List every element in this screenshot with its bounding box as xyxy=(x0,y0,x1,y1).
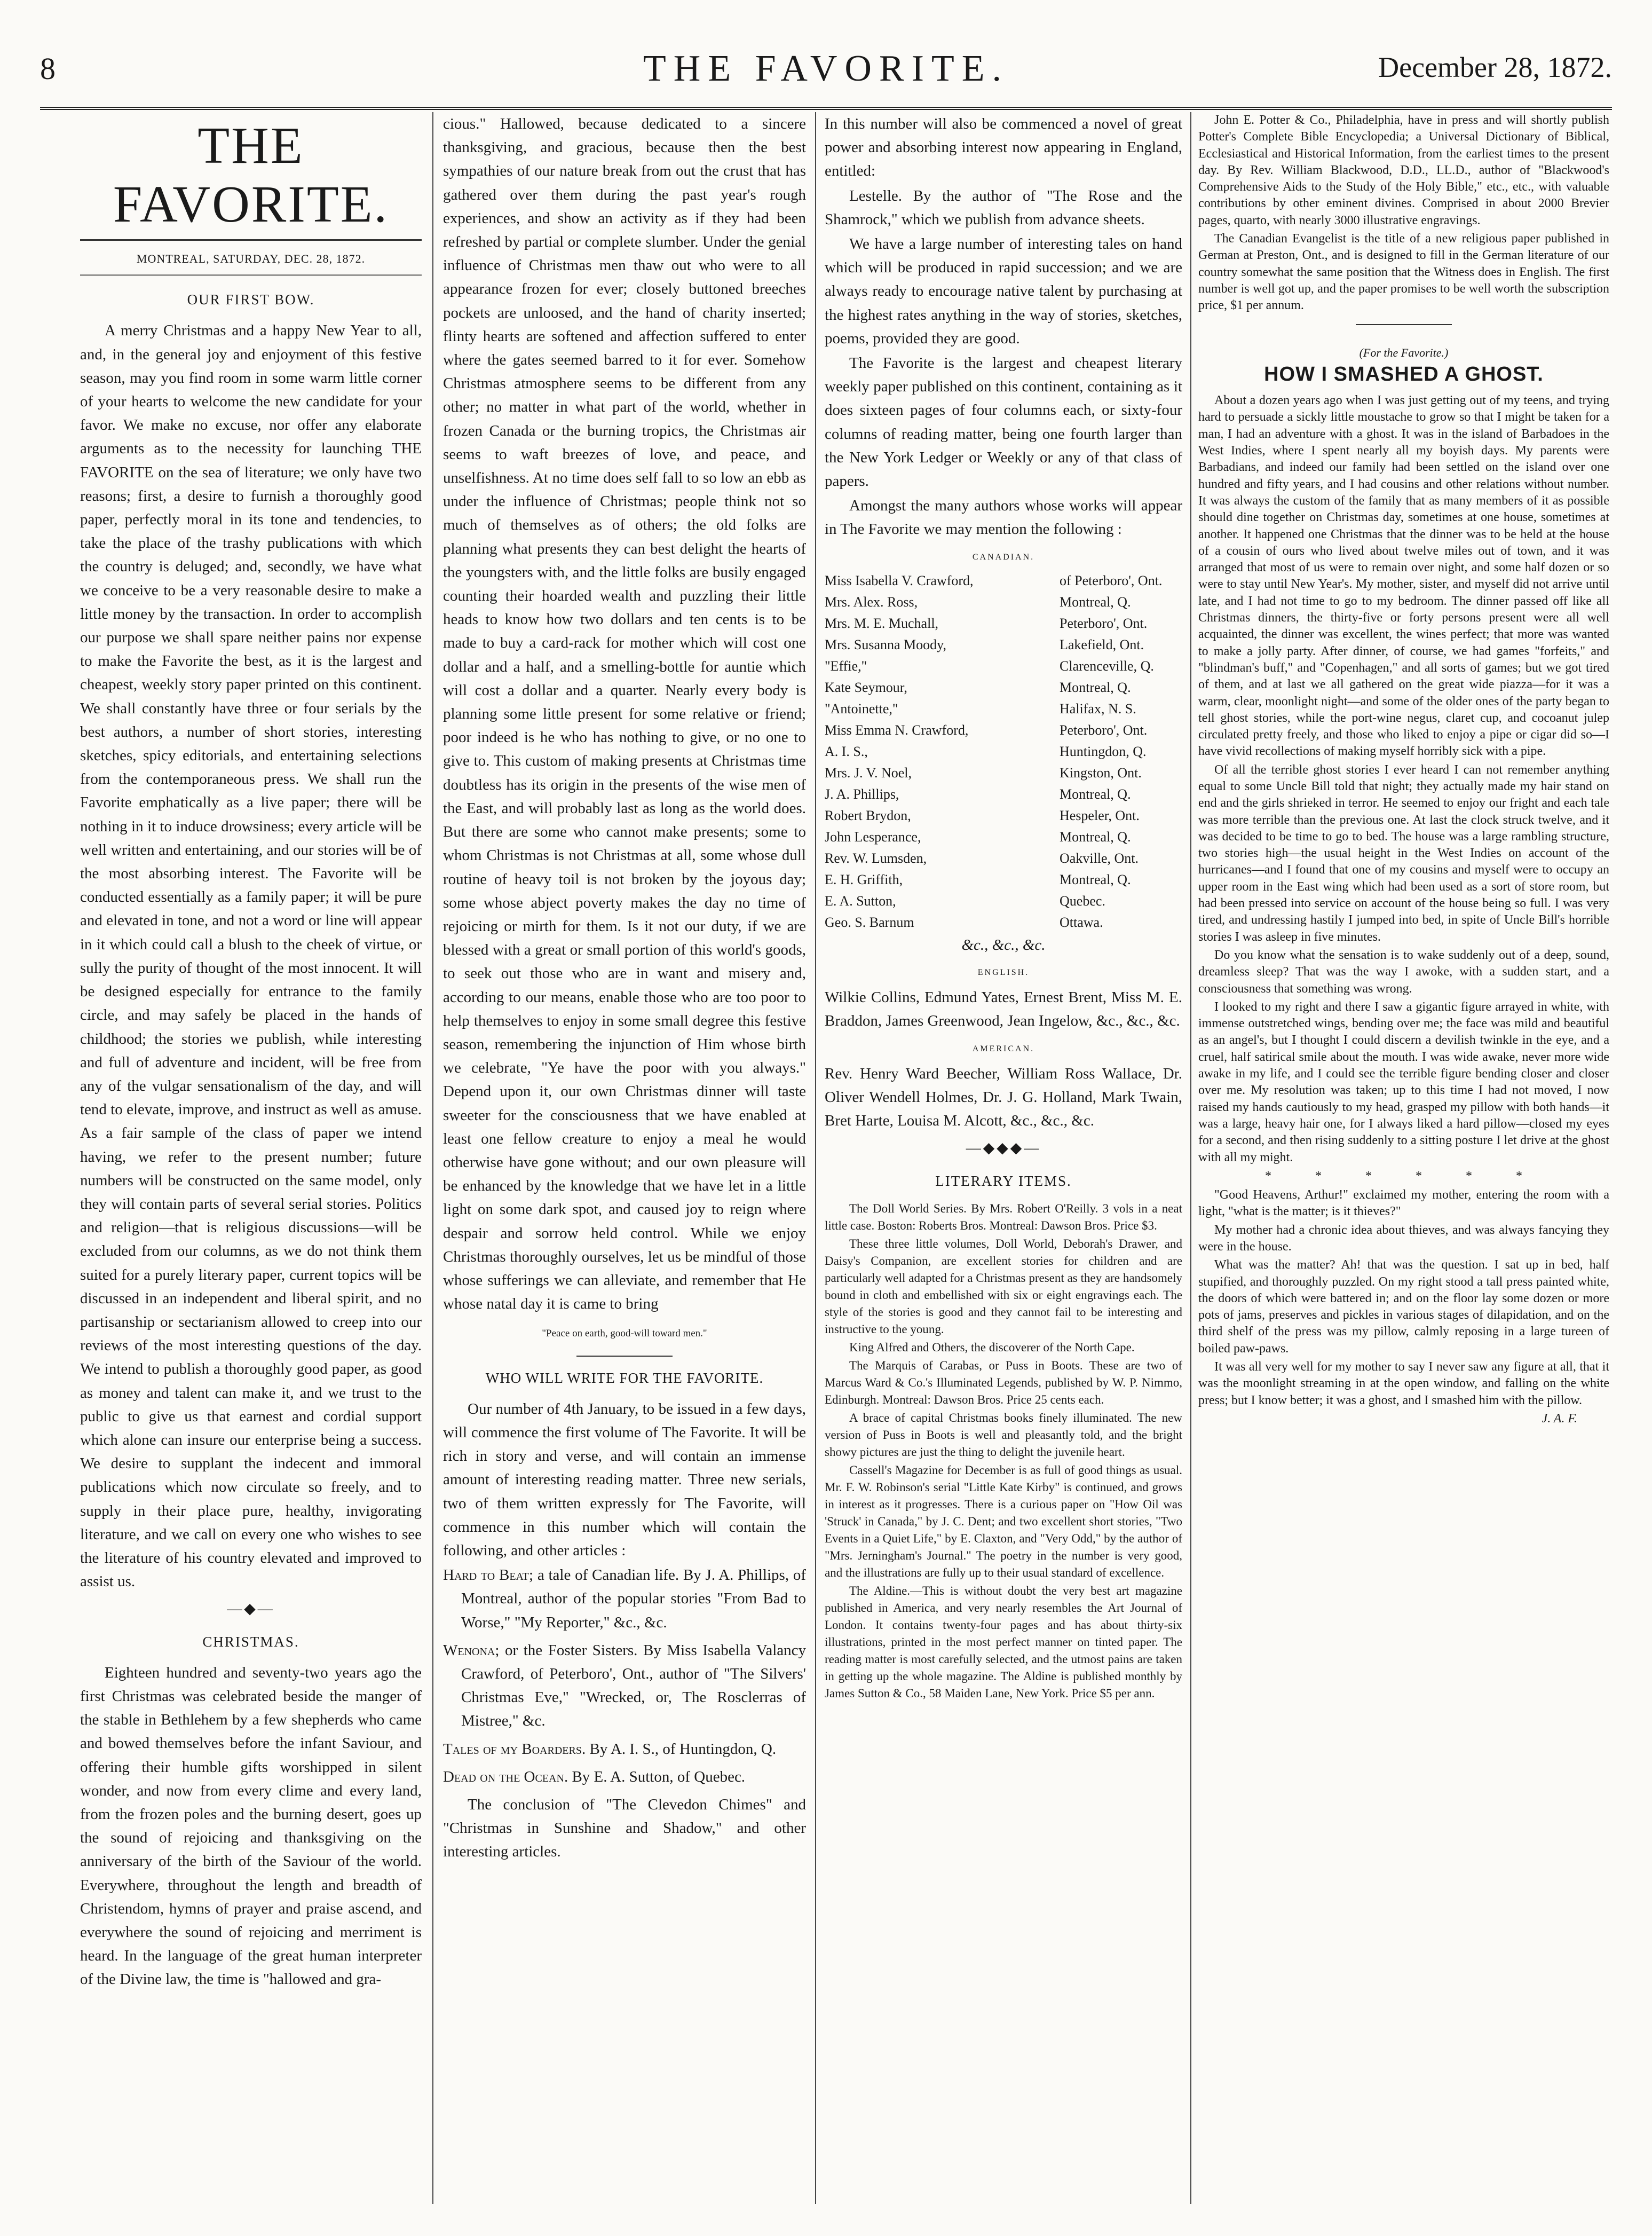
quotation: "Peace on earth, good-will toward men." xyxy=(542,1328,707,1340)
author-name: E. H. Griffith, xyxy=(825,871,903,887)
item-text: or the Foster Sisters. By Miss Isabella Valancy Crawford, of Peterboro', Ont., author of "The Silvers' Christmas Eve," "Wrecked, or, The Rosclerras of Mistree," &c. xyxy=(461,1641,806,1730)
author-row xyxy=(825,826,1182,848)
ornament-rule: —◆— xyxy=(227,1601,275,1618)
item-text: By E. A. Sutton, of Quebec. xyxy=(568,1768,746,1785)
author-row xyxy=(825,869,1182,891)
item-lead: Dead on the Ocean. xyxy=(443,1768,568,1785)
running-title: THE FAVORITE. xyxy=(643,48,1009,89)
author-name: A. I. S., xyxy=(825,743,868,759)
story-paragraph: Do you know what the sensation is to wake suddenly out of a deep, sound, dreamless sleep? That was the way I awoke, with a sudden start, and a consciousness that something was wrong. xyxy=(1198,948,1609,996)
item-lead: Tales of my Boarders. xyxy=(443,1740,586,1758)
author-row xyxy=(825,891,1182,912)
author-name: "Antoinette," xyxy=(825,700,898,717)
notice: The Canadian Evangelist is the title of a new religious paper published in German at Preston, Ont., and is designed to fill in the German literature of our country somewhat the same position that the Witness does in English. The first number is well got up, and the paper promises to be well worth the subscription price, $1 per annum. xyxy=(1198,232,1609,313)
story-paragraph: My mother had a chronic idea about thieves, and was always fancying they were in the house. xyxy=(1198,1223,1609,1254)
author-name: E. A. Sutton, xyxy=(825,893,896,909)
story-credit: (For the Favorite.) xyxy=(1359,345,1449,359)
story-paragraph: "Good Heavens, Arthur!" exclaimed my mother, entering the room with a light, "what is the matter; is it thieves?" xyxy=(1198,1188,1609,1219)
author-name: Robert Brydon, xyxy=(825,807,911,823)
author-row xyxy=(825,784,1182,805)
author-name: Mrs. Susanna Moody, xyxy=(825,636,946,652)
literary-item: King Alfred and Others, the discoverer of the North Cape. xyxy=(849,1340,1135,1354)
masthead-rule xyxy=(40,107,1612,110)
author-place: Huntingdon, Q. xyxy=(1060,743,1147,759)
paragraph: Lestelle. By the author of "The Rose and the Shamrock," which we publish from advance sheets. xyxy=(825,187,1182,228)
author-name: Miss Emma N. Crawford, xyxy=(825,722,969,738)
author-place: Montreal, Q. xyxy=(1060,679,1131,695)
paragraph: Our number of 4th January, to be issued in a few days, will commence the first volume of The Favorite. It will be rich in story and verse, and will contain an immense amount of interesting reading matter. Three new serials, two of them written expressly for The Favorite, will commence in this number which will contain the following, and other articles : xyxy=(443,1400,806,1559)
paragraph: The Favorite is the largest and cheapest literary weekly paper published on this continent, containing as it does sixteen pages of four columns each, or sixty-four columns of reading matter, being one fourth larger than the New York Ledger or Weekly or any of that class of papers. xyxy=(825,355,1182,490)
page-number: 8 xyxy=(40,51,56,86)
story-paragraph: It was all very well for my mother to say I never saw any figure at all, that it was the moonlight streaming in at the open window, and falling on the white press; but I know better; it was a ghost, and I smashed him with the pillow. xyxy=(1198,1360,1609,1407)
author-place: Montreal, Q. xyxy=(1060,786,1131,802)
paragraph: cious." Hallowed, because dedicated to a sincere thanksgiving, and gracious, because then the best sympathies of our nature break from out the crust that has gathered over them during the past year's rough experiences, and show an activity as if they had been refreshed by partial or complete slumber. Under the genial influence of Christmas men thaw out who were to all appearance frozen for ever; closely buttoned breeches pockets are unloosed, and the hand of charity inserted; flinty hearts are softened and affection suffered to enter where the gates seemed barred to it for ever. Somehow Christmas atmosphere seems to be different from any other; no matter in what part of the world, whether in frozen Canada or the burning tropics, the Christmas air seems to waft breezes of love, and peace, and unselfishness. At no time does self fall to so low an ebb as under the influence of Christmas; people think not so much of themselves as of others; the old folks are planning what presents they can best delight the hearts of the youngsters with, and the little folks are busily engaged counting their hoarded wealth and puzzling their little heads to know how two dollars and ten cents is to be made to buy a card-rack for mother which will cost one dollar and a half, and a smelling-bottle for auntie which will cost a dollar and a quarter. Nearly every body is planning some little present for some relative or friend; poor indeed is he who has nothing to give, or no one to give to. This custom of making presents at Christmas time doubtless has its origin in the presents of the wise men of the East, and will probably last as long as the world does. But there are some who cannot make presents; some to whom Christmas is not Christmas at all, some whose dull routine of heavy toil is not broken by the joyous day; some whose abject poverty makes the day no time of rejoicing or mirth for them. Is it not our duty, if we are blessed with a great or small portion of this world's goods, to seek out those who are in want and misery and, according to our means, enable those who are too poor to help themselves to enjoy in some small degree this festive season, remembering the injunction of Him whose birth we celebrate, "Ye have the poor with you always." Depend upon it, our own Christmas dinner will taste sweeter for the consciousness that we have enabled at least one fellow creature to enjoy a meal he would otherwise have gone without; and our own pleasure will be enhanced by the knowledge that we have let in a little light on some dark spot, and caused joy to reign where despair and sorrow held control. While we enjoy Christmas thoroughly ourselves, let us be mindful of those whose sufferings we can alleviate, and remember that He whose natal day it is came to bring xyxy=(443,115,806,1313)
column-2 xyxy=(443,112,806,2204)
list-item xyxy=(443,1765,806,1789)
literary-item: The Doll World Series. By Mrs. Robert O'Reilly. 3 vols in a neat little case. Boston: Roberts Bros. Montreal: Dawson Bros. Price $3. xyxy=(825,1201,1182,1232)
column-3 xyxy=(825,112,1182,2204)
author-place: Ottawa. xyxy=(1060,914,1103,930)
column-divider xyxy=(432,112,433,2204)
american-authors: Rev. Henry Ward Beecher, William Ross Wallace, Dr. Oliver Wendell Holmes, Dr. J. G. Holland, Mark Twain, Bret Harte, Louisa M. Alcott, &c., &c., &c. xyxy=(825,1065,1182,1130)
author-place: Montreal, Q. xyxy=(1060,829,1131,845)
author-row xyxy=(825,613,1182,634)
item-lead: Wenona; xyxy=(443,1641,500,1659)
column-1 xyxy=(80,112,422,2204)
author-name: Kate Seymour, xyxy=(825,679,907,695)
paragraph: In this number will also be commenced a novel of great power and absorbing interest now appearing in England, entitled: xyxy=(825,115,1182,180)
author-group-heading: CANADIAN. xyxy=(972,552,1035,562)
dateline: MONTREAL, SATURDAY, DEC. 28, 1872. xyxy=(80,247,422,276)
literary-item: The Marquis of Carabas, or Puss in Boots. These are two of Marcus Ward & Co.'s Illuminated Legends, published by W. P. Nimmo, Edinburgh. Montreal: Dawson Bros. Price 25 cents each. xyxy=(825,1358,1182,1406)
list-item xyxy=(443,1639,806,1733)
section-break-stars: * * * * * * xyxy=(1265,1169,1543,1183)
story-paragraph: Of all the terrible ghost stories I ever heard I can not remember anything equal to some Uncle Bill told that night; they actually made my hair stand on end and the girls shrieked in terror. He seemed to enjoy our fright and each tale was more terrible than the previous one. At last the clock struck twelve, and it was decided to be time to go to bed. The house was a large rambling structure, two stories high—the usual height in the West Indies on account of the hurricanes—and I found that one of my cousins and myself were to occupy an upper room in the East wing which had been used as a sort of store room, but had been pressed into service on account of the house being so full. I was very tired, and undressing hastily I jumped into bed, in spite of Uncle Bill's horrible stories I was asleep in five minutes. xyxy=(1198,762,1609,944)
author-place: Halifax, N. S. xyxy=(1060,700,1136,717)
author-place: Peterboro', Ont. xyxy=(1060,722,1148,738)
literary-item: These three little volumes, Doll World, Deborah's Drawer, and Daisy's Companion, are excellent stories for children and are particularly well adapted for a Christmas present as they are handsomely bound in cloth and embellished with six or eight engravings each. The style of the stories is good and they cannot fail to be interesting and instructive to the young. xyxy=(825,1237,1182,1336)
paragraph: Eighteen hundred and seventy-two years ago the first Christmas was celebrated beside the manger of the stable in Bethlehem by a few shepherds who came and bowed themselves before the infant Saviour, and offering their humble gifts worshipped in silent wonder, and now from every clime and every land, from the frozen poles and the burning desert, goes up the sound of rejoicing and thanksgiving on the anniversary of the birth of the Saviour of the world. Everywhere, throughout the length and breadth of Christendom, hymns of prayer and praise ascend, and everywhere the sound of rejoicing and merriment is heard. In the language of the great human interpreter of the Divine law, the time is "hallowed and gra- xyxy=(80,1664,422,1988)
author-row xyxy=(825,656,1182,677)
list-item xyxy=(443,1737,806,1761)
author-row xyxy=(825,634,1182,656)
story-paragraph: About a dozen years ago when I was just getting out of my teens, and trying hard to persuade a sickly little moustache to grow so that I might be taken for a man, I had an adventure with a ghost. It was in the island of Barbadoes in the West Indies, where I spent nearly all my boyish days. My parents were Barbadians, and indeed our family had been settled on the island over one hundred and fifty years, and I had cousins and other relations without number. It was always the custom of the family that as many members of it as possible should dine together on Christmas day, sometimes at one house, sometimes at another. It happened one Christmas that the dinner was to be held at the house of a cousin of ours who lived about twelve miles out of town, and it was arranged that most of us were to remain over night, and some half dozen or so were to stay until New Year's. My mother, sister, and myself did not arrive until late, and I had not time to go to my bedroom. The dinner passed off like all Christmas dinners, the thirty-five or forty persons present were all well acquainted, the dinner was excellent, the wines perfect; that more was wanted to make a jolly party. After dinner, of course, we had games "forfeits," and "blindman's buff," and "Copenhagen," and all sorts of games; but we got tired of them, and at last we all gathered on the great wide piazza—for it was a warm, clear, moonlight night—and some of the older ones of the party began to tell ghost stories, while the port-wine negus, claret cup, and cocoanut julep circulated pretty freely, and those who liked to enjoy a pipe or cigar did so—I have vivid recollections of making myself horribly sick with a pipe. xyxy=(1198,393,1609,759)
story-paragraph: I looked to my right and there I saw a gigantic figure arrayed in white, with immense outstretched wings, bending over me; the face was mild and beautiful as an angel's, but I thought I could discern a devilish twinkle in the eye, and a cruel, half satirical smile about the mouth. I was wide awake, never more wide awake in my life, and I could see the terrible figure bending closer and closer over me. My resolution was taken; up to this time I had not moved, I now raised my hands cautiously to my head, grasped my pillow with both hands—it was a large, heavy hair one, for I always liked a hard pillow—closed my eyes for a second, and then rising suddenly to a sitting posture I let drive at the ghost with all my might. xyxy=(1198,999,1609,1164)
author-row xyxy=(825,720,1182,741)
literary-item: Cassell's Magazine for December is as full of good things as usual. Mr. F. W. Robinson's serial "Little Kate Kirby" is continued, and grows in interest as it progresses. There is a curious paper on "How Oil was 'Struck' in Canada," by J. C. Dent; and two excellent short stories, "Two Events in a Quiet Life," by E. Claxton, and "Very Odd," by the author of "Mrs. Jerningham's Journal." The poetry in the number is very good, and the illustrations are fully up to their usual standard of excellence. xyxy=(825,1463,1182,1579)
signature: J. A. F. xyxy=(1542,1411,1577,1426)
author-row xyxy=(825,848,1182,869)
literary-item: The Aldine.—This is without doubt the very best art magazine published in America, and very nearly resembles the Art Journal of London. It contains twenty-four pages and has about thirty-six illustrations, printed in the most perfect manner on tinted paper. The reading matter is most carefully selected, and the utmost pains are taken in getting up the whole magazine. The Aldine is published monthly by James Sutton & Co., 58 Maiden Lane, New York. Price $5 per ann. xyxy=(825,1584,1182,1700)
column-divider xyxy=(815,112,816,2204)
author-name: Mrs. J. V. Noel, xyxy=(825,765,912,781)
author-group-heading: AMERICAN. xyxy=(972,1044,1035,1053)
english-authors: Wilkie Collins, Edmund Yates, Ernest Brent, Miss M. E. Braddon, James Greenwood, Jean Ingelow, &c., &c., &c. xyxy=(825,989,1182,1030)
literary-item: A brace of capital Christmas books finely illuminated. The new version of Puss in Boots is well and pleasantly told, and the bright showy pictures are just the thing to delight the juvenile heart. xyxy=(825,1411,1182,1459)
author-place: Lakefield, Ont. xyxy=(1060,636,1144,652)
author-name: Miss Isabella V. Crawford, xyxy=(825,572,974,588)
author-row xyxy=(825,762,1182,784)
author-group-heading: ENGLISH. xyxy=(977,968,1030,978)
paragraph: We have a large number of interesting tales on hand which will be produced in rapid succession; and we are always ready to encourage native talent by purchasing at the highest rates anything in the way of stories, sketches, poems, provided they are good. xyxy=(825,235,1182,347)
paper-title: THE FAVORITE. xyxy=(80,116,422,241)
author-row xyxy=(825,912,1182,933)
divider xyxy=(576,1356,673,1357)
author-row xyxy=(825,570,1182,592)
author-place: Montreal, Q. xyxy=(1060,871,1131,887)
author-row xyxy=(825,698,1182,720)
author-name: Mrs. Alex. Ross, xyxy=(825,594,918,610)
author-place: Montreal, Q. xyxy=(1060,594,1131,610)
section-heading-who-will-write: WHO WILL WRITE FOR THE FAVORITE. xyxy=(485,1369,764,1386)
column-4 xyxy=(1198,112,1609,2204)
paragraph: Amongst the many authors whose works will appear in The Favorite we may mention the following : xyxy=(825,497,1182,538)
section-heading-first-bow: OUR FIRST BOW. xyxy=(187,292,315,308)
section-heading-christmas: CHRISTMAS. xyxy=(202,1633,299,1650)
masthead xyxy=(40,48,1612,104)
item-text: By A. I. S., of Huntingdon, Q. xyxy=(586,1740,777,1758)
list-item xyxy=(443,1563,806,1634)
author-place: Quebec. xyxy=(1060,893,1105,909)
divider xyxy=(1356,324,1452,325)
author-name: J. A. Phillips, xyxy=(825,786,899,802)
author-name: Mrs. M. E. Muchall, xyxy=(825,615,939,631)
story-paragraph: What was the matter? Ah! that was the question. I sat up in bed, half stupified, and thoroughly puzzled. On my right stood a tall press painted white, the doors of which were battered in; and on the floor lay some dozen or more pots of jams, preserves and pickles in various stages of dilapidation, and on the third shelf of the press was my pillow, calmly reposing in a large tureen of boiled paw-paws. xyxy=(1198,1258,1609,1356)
author-place: Oakville, Ont. xyxy=(1060,850,1139,866)
author-place: Hespeler, Ont. xyxy=(1060,807,1140,823)
item-text: a tale of Canadian life. By J. A. Phillips, of Montreal, author of the popular stories "From Bad to Worse," "My Reporter," &c., &c. xyxy=(461,1566,806,1631)
paragraph: A merry Christmas and a happy New Year to all, and, in the general joy and enjoyment of this festive season, may you find room in some warm little corner of your hearts to welcome the new candidate for your favor. We make no excuse, nor offer any elaborate arguments as to the necessity for launching THE FAVORITE on the sea of literature; we only have two reasons; first, a desire to furnish a thoroughly good paper, perfectly moral in its tone and tendencies, to take the place of the trashy publications with which the country is deluged; and, secondly, we have what we conceive to be a very reasonable desire to make a little money by the transaction. In order to accomplish our purpose we shall spare neither pains nor expense to make the Favorite the best, as it is the largest and cheapest, weekly story paper printed on this continent. We shall constantly have three or four serials by the best authors, a number of short stories, interesting sketches, spicy editorials, and entertaining selections from the contemporaneous press. We shall run the Favorite emphatically as a live paper; there will be nothing in it to induce drowsiness; every article will be well written and entertaining, and our stories will be of the most absorbing interest. The Favorite will be conducted essentially as a family paper; it will be pure and elevated in tone, and not a word or line will appear in it which could call a blush to the cheek of virtue, or sully the purity of thought of the most innocent. It will be designed especially for entrance to the family circle, and may safely be placed in the hands of childhood; the stories we publish, while interesting and full of adventure and incident, will be free from any of the vulgar sensationalism of the day, and will tend to elevate, improve, and instruct as well as amuse. As a fair sample of the class of paper we intend having, we refer to the present number; future numbers will be constructed on the same model, only they will contain parts of several serial stories. Politics and religion—that is religious discussions—will be excluded from our columns, as we do not think them suited for a purely literary paper, current topics will be discussed in an independent and liberal spirit, and no partisanship or sectarianism allowed to creep into our reviews of the most interesting questions of the day. We intend to publish a thoroughly good paper, as good as money and talent can make it, and we trust to the public to give us that earnest and cordial support which alone can insure our enterprise being a success. We desire to supplant the indecent and immoral publications which now circulate so freely, and to supply in their place pure, healthy, invigorating literature, and we call on every one who wishes to see the literature of his country elevated and improved to assist us. xyxy=(80,322,422,1591)
author-name: Rev. W. Lumsden, xyxy=(825,850,927,866)
author-name: "Effie," xyxy=(825,658,867,674)
story-title: HOW I SMASHED A GHOST. xyxy=(1264,363,1544,385)
author-row xyxy=(825,741,1182,762)
notice: John E. Potter & Co., Philadelphia, have in press and will shortly publish Potter's Complete Bible Encyclopedia; a Universal Dictionary of Biblical, Ecclesiastical and Historical Information, from the earliest times to the present day. By Rev. William Blackwood, D.D., LL.D., author of "Blackwood's Comprehensive Aids to the Study of the Holy Bible," etc., etc., with valuable contributions by other eminent divines. Comprised in about 2000 Brevier pages, quarto, with nearly 3000 illustrative engravings. xyxy=(1198,113,1609,227)
ornament-rule: —◆◆◆— xyxy=(966,1140,1041,1157)
section-heading-literary-items: LITERARY ITEMS. xyxy=(935,1172,1072,1189)
column-divider xyxy=(1190,112,1191,2204)
author-row xyxy=(825,592,1182,613)
author-name: John Lesperance, xyxy=(825,829,921,845)
canadian-author-list xyxy=(825,570,1182,933)
author-name: Geo. S. Barnum xyxy=(825,914,914,930)
issue-date: December 28, 1872. xyxy=(1378,51,1612,83)
item-lead: Hard to Beat; xyxy=(443,1566,534,1584)
etcetera: &c., &c., &c. xyxy=(961,936,1046,954)
author-place: Kingston, Ont. xyxy=(1060,765,1142,781)
author-place: Clarenceville, Q. xyxy=(1060,658,1154,674)
author-row xyxy=(825,677,1182,698)
author-row xyxy=(825,805,1182,826)
author-place: Peterboro', Ont. xyxy=(1060,615,1148,631)
author-place: of Peterboro', Ont. xyxy=(1060,572,1163,588)
paragraph: The conclusion of "The Clevedon Chimes" and "Christmas in Sunshine and Shadow," and other interesting articles. xyxy=(443,1796,806,1861)
